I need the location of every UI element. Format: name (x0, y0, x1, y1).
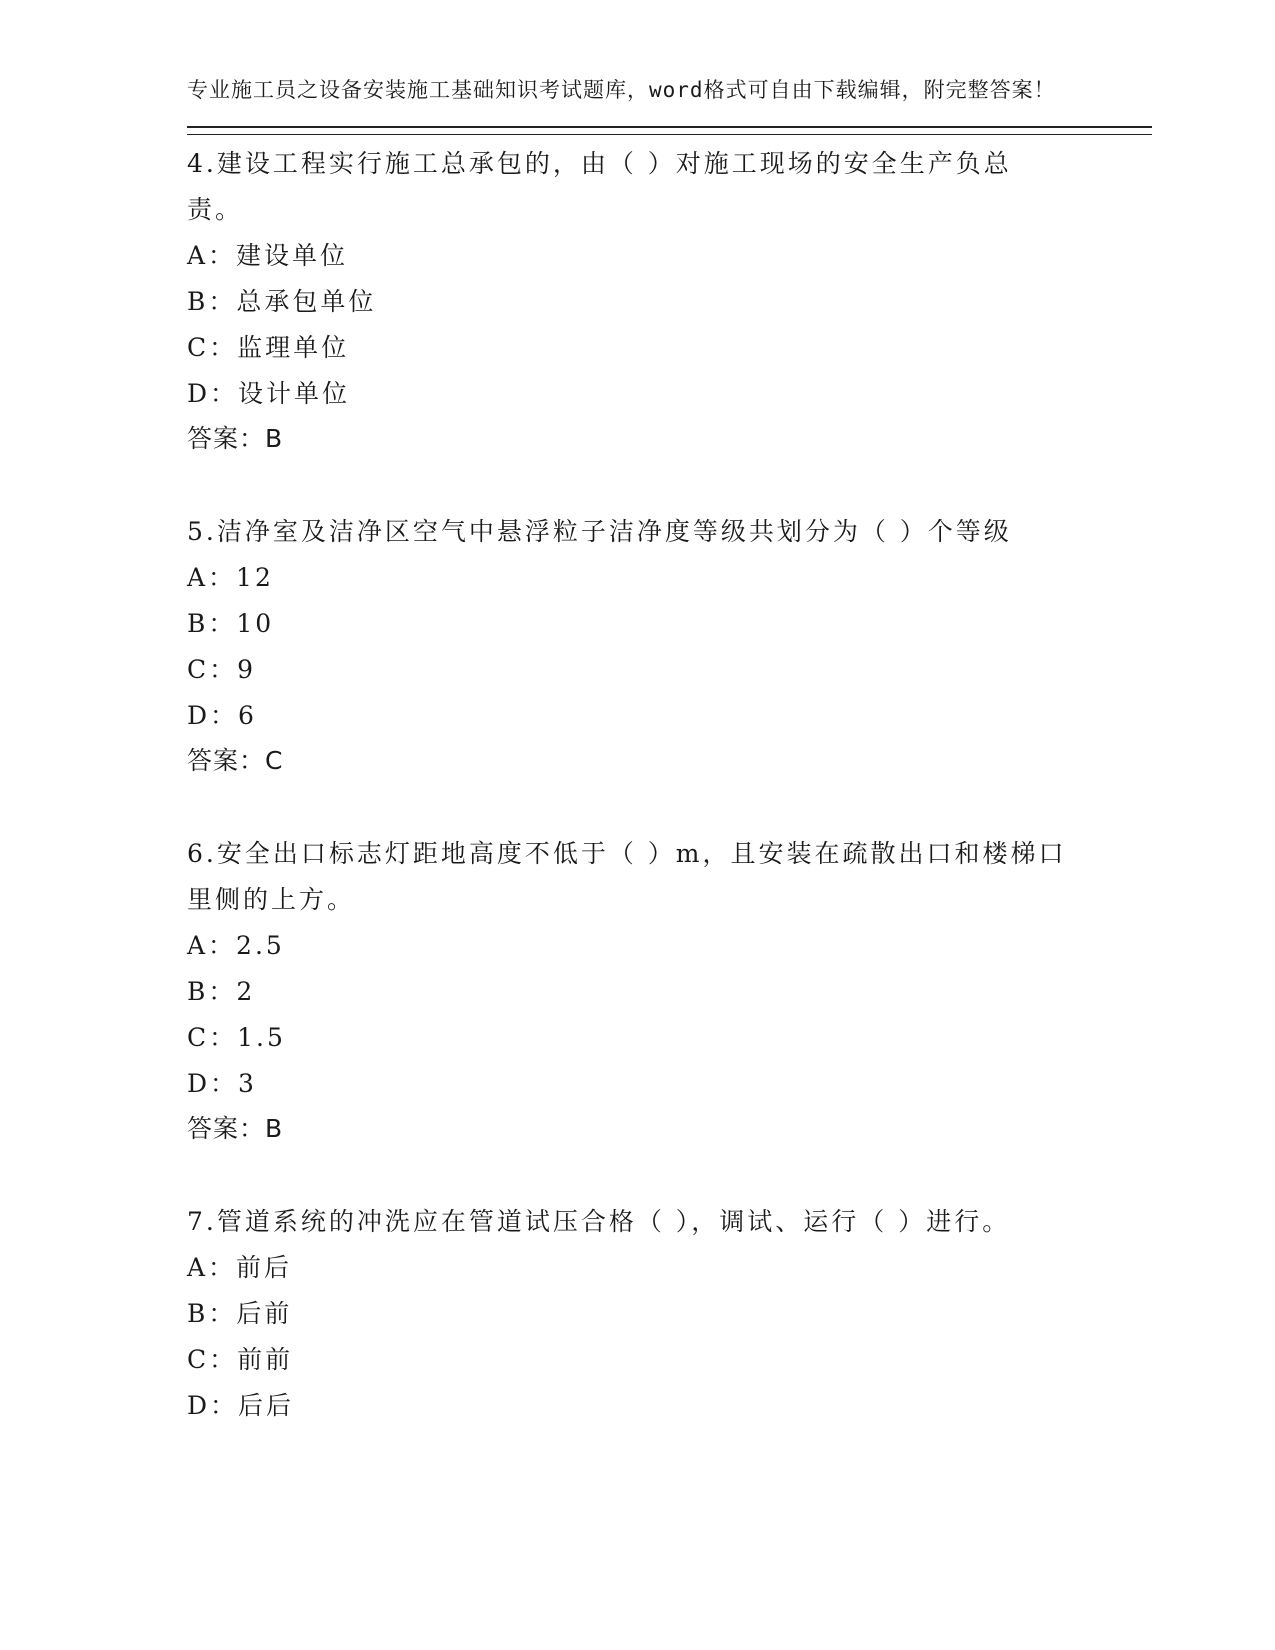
option-b: B：10 (187, 609, 275, 638)
option-a: A：12 (187, 563, 274, 592)
option-d: D：后后 (187, 1391, 295, 1420)
option-a: A：建设单位 (187, 241, 349, 270)
document-page (187, 74, 1152, 1429)
question-7 (187, 1199, 1152, 1429)
option-c: C：监理单位 (187, 333, 350, 362)
option-c: C：1.5 (187, 1023, 286, 1052)
option-d: D：设计单位 (187, 379, 351, 408)
document-header: 专业施工员之设备安装施工基础知识考试题库，word格式可自由下载编辑，附完整答案！ (187, 78, 1056, 102)
option-c: C：9 (187, 655, 257, 684)
option-c: C：前前 (187, 1345, 294, 1374)
question-text: 7.管道系统的冲洗应在管道试压合格（ ），调试、运行（ ）进行。 (187, 1207, 1011, 1236)
question-text: 6.安全出口标志灯距地高度不低于（ ）m，且安装在疏散出口和楼梯口里侧的上方。 (187, 839, 1067, 914)
spacer (187, 1151, 1152, 1199)
option-b: B：后前 (187, 1299, 293, 1328)
option-b: B：2 (187, 977, 256, 1006)
answer-text: 答案：C (187, 746, 284, 775)
option-d: D：3 (187, 1069, 257, 1098)
option-a: A：前后 (187, 1253, 293, 1282)
question-text: 4.建设工程实行施工总承包的，由（ ）对施工现场的安全生产负总责。 (187, 149, 1012, 224)
spacer (187, 783, 1152, 831)
answer-text: 答案：B (187, 424, 284, 453)
option-b: B：总承包单位 (187, 287, 377, 316)
header-divider (187, 126, 1152, 135)
question-text: 5.洁净室及洁净区空气中悬浮粒子洁净度等级共划分为（ ）个等级 (187, 517, 1012, 546)
option-a: A：2.5 (187, 931, 285, 960)
question-6 (187, 831, 1152, 1151)
spacer (187, 461, 1152, 509)
question-4 (187, 141, 1152, 461)
answer-text: 答案：B (187, 1114, 284, 1143)
question-5 (187, 509, 1152, 783)
option-d: D：6 (187, 701, 257, 730)
